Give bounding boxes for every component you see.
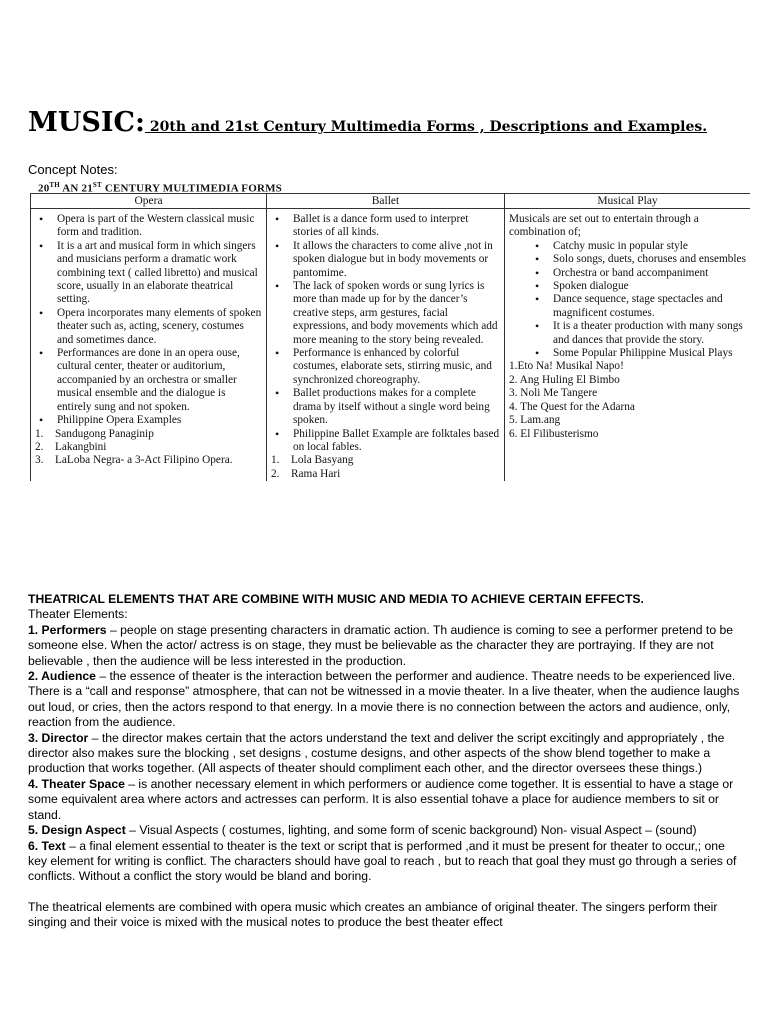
list-item: • Performances are done in an opera ouse, cultural center, theater or auditorium, accompanied by an orchestra or smaller musical ensemble and the dialogue is entirely sung and not spoken. — [57, 347, 262, 414]
list-item: • Some Popular Philippine Musical Plays — [553, 347, 746, 360]
multimedia-forms-table-image — [30, 178, 750, 578]
list-item: 2. Rama Hari — [291, 468, 500, 481]
opera-bullets — [35, 213, 262, 428]
section-title: THEATRICAL ELEMENTS THAT ARE COMBINE WITH MUSIC AND MEDIA TO ACHIEVE CERTAIN EFFECTS. — [28, 592, 644, 606]
element-paragraph: 6. Text – a final element essential to theater is the text or script that is performed ,and it must be present for theater to occur,; one key element for writing is conflict. The characters should have goal to reach , but to reach that goal they must go through a series of conflicts. Without a conflict the story would be bland and boring. — [28, 838, 737, 884]
list-item: 1. Sandugong Panaginip — [55, 428, 262, 441]
list-item: • The lack of spoken words or sung lyrics is more than made up for by the dancer’s creative steps, arm gestures, facial expressions, and body movements which add more meaning to the story being revealed. — [293, 280, 500, 347]
list-item: • Catchy music in popular style — [553, 240, 746, 253]
column-header-opera: Opera — [31, 194, 267, 209]
ballet-examples — [271, 454, 500, 481]
list-item: • It is a art and musical form in which singers and musicians perform a dramatic work combining text ( called libretto) and musical score, usually in an elaborate theatrical setting. — [57, 240, 262, 307]
list-item: 4. The Quest for the Adarna — [509, 400, 635, 413]
element-term: 4. Theater Space — [28, 776, 125, 791]
multimedia-forms-table — [30, 193, 750, 481]
list-item: • Ballet is a dance form used to interpret stories of all kinds. — [293, 213, 500, 240]
ballet-bullets — [271, 213, 500, 454]
list-item: • Solo songs, duets, choruses and ensembles — [553, 253, 746, 266]
opera-examples — [35, 428, 262, 468]
list-item: 3. Noli Me Tangere — [509, 387, 598, 400]
element-paragraph: 5. Design Aspect – Visual Aspects ( costumes, lighting, and some form of scenic background) Non- visual Aspect – (sound) — [28, 823, 697, 838]
page-heading — [28, 107, 728, 138]
musical-examples — [509, 360, 746, 440]
table-body-row — [31, 209, 751, 482]
element-paragraph: 3. Director – the director makes certain that the actors understand the text and deliver the script excitingly and appropriately , the director also makes sure the blocking , set designs , costume designs, and other aspects of the show blend together to make a production that works together. (All aspects of theater should compliment each other, and the director oversees these things.) — [28, 730, 725, 776]
list-item: 6. El Filibusterismo — [509, 427, 599, 440]
element-term: 5. Design Aspect — [28, 823, 126, 838]
list-item: 5. Lam.ang — [509, 414, 561, 427]
heading-music: MUSIC: — [28, 107, 146, 138]
list-item: • Performance is enhanced by colorful costumes, elaborate sets, stirring music, and synchronized choreography. — [293, 347, 500, 387]
element-paragraph: 2. Audience – the essence of theater is the interaction between the performer and audience. Theatre needs to be experienced live. There is a “call and response” atmosphere, that can not be witnessed in a movie theater. In a live theater, when the audience laughs out loud, or cries, then the actors respond to that energy. In a movie there is no connection between the actors and audience, only, reaction from the audience. — [28, 669, 740, 730]
musical-intro: Musicals are set out to entertain through a combination of; — [509, 213, 699, 239]
list-item: • It allows the characters to come alive ,not in spoken dialogue but in body movements or pantomime. — [293, 240, 500, 280]
element-term: 1. Performers — [28, 622, 107, 637]
list-item: • Philippine Ballet Example are folktales based on local fables. — [293, 428, 500, 455]
theater-elements-section — [28, 592, 740, 931]
table-header-row — [31, 194, 751, 209]
list-item: • Dance sequence, stage spectacles and magnificent costumes. — [553, 293, 746, 320]
element-term: 2. Audience — [28, 669, 96, 684]
list-item: 2. Ang Huling El Bimbo — [509, 373, 620, 386]
element-term: 6. Text — [28, 838, 66, 853]
list-item: 1.Eto Na! Musikal Napo! — [509, 360, 624, 373]
opera-cell — [31, 209, 267, 482]
closing-paragraph: The theatrical elements are combined with opera music which creates an ambiance of original theater. The singers perform their singing and their voice is mixed with the musical notes to produce the best theater effect — [28, 899, 718, 930]
element-term: 3. Director — [28, 730, 89, 745]
section-intro: Theater Elements: — [28, 607, 128, 622]
column-header-musical-play: Musical Play — [505, 194, 751, 209]
list-item: 3. LaLoba Negra- a 3-Act Filipino Opera. — [55, 454, 262, 467]
list-item: 1. Lola Basyang — [291, 454, 500, 467]
list-item: • Opera incorporates many elements of spoken theater such as, acting, scenery, costumes and sometimes dance. — [57, 307, 262, 347]
column-header-ballet: Ballet — [267, 194, 505, 209]
ballet-cell — [267, 209, 505, 482]
list-item: • Orchestra or band accompaniment — [553, 267, 746, 280]
list-item: • Spoken dialogue — [553, 280, 746, 293]
concept-notes-label: Concept Notes: — [28, 162, 118, 177]
element-paragraph: 1. Performers – people on stage presenting characters in dramatic action. Th audience is coming to see a performer pretend to be someone else. When the actor/ actress is on stage, they must be believable as the character they are portraying. If they are not believable , then the audience will be less interested in the production. — [28, 622, 734, 668]
musical-bullets — [509, 240, 746, 361]
table-title: 20TH AN 21ST CENTURY MULTIMEDIA FORMS — [38, 181, 282, 195]
musical-play-cell — [505, 209, 751, 482]
list-item: 2. Lakangbini — [55, 441, 262, 454]
list-item: • Opera is part of the Western classical music form and tradition. — [57, 213, 262, 240]
list-item: • Ballet productions makes for a complete drama by itself without a single word being spoken. — [293, 387, 500, 427]
element-paragraph: 4. Theater Space – is another necessary element in which performers or audience come together. It is essential to have a stage or some equivalent area where actors and actresses can perform. It is also essential tohave a place for audience members to sit or stand. — [28, 776, 734, 822]
heading-subtitle: 20th and 21st Century Multimedia Forms , Descriptions and Examples. — [145, 119, 708, 135]
list-item: • It is a theater production with many songs and dances that provide the story. — [553, 320, 746, 347]
list-item: • Philippine Opera Examples — [57, 414, 262, 427]
